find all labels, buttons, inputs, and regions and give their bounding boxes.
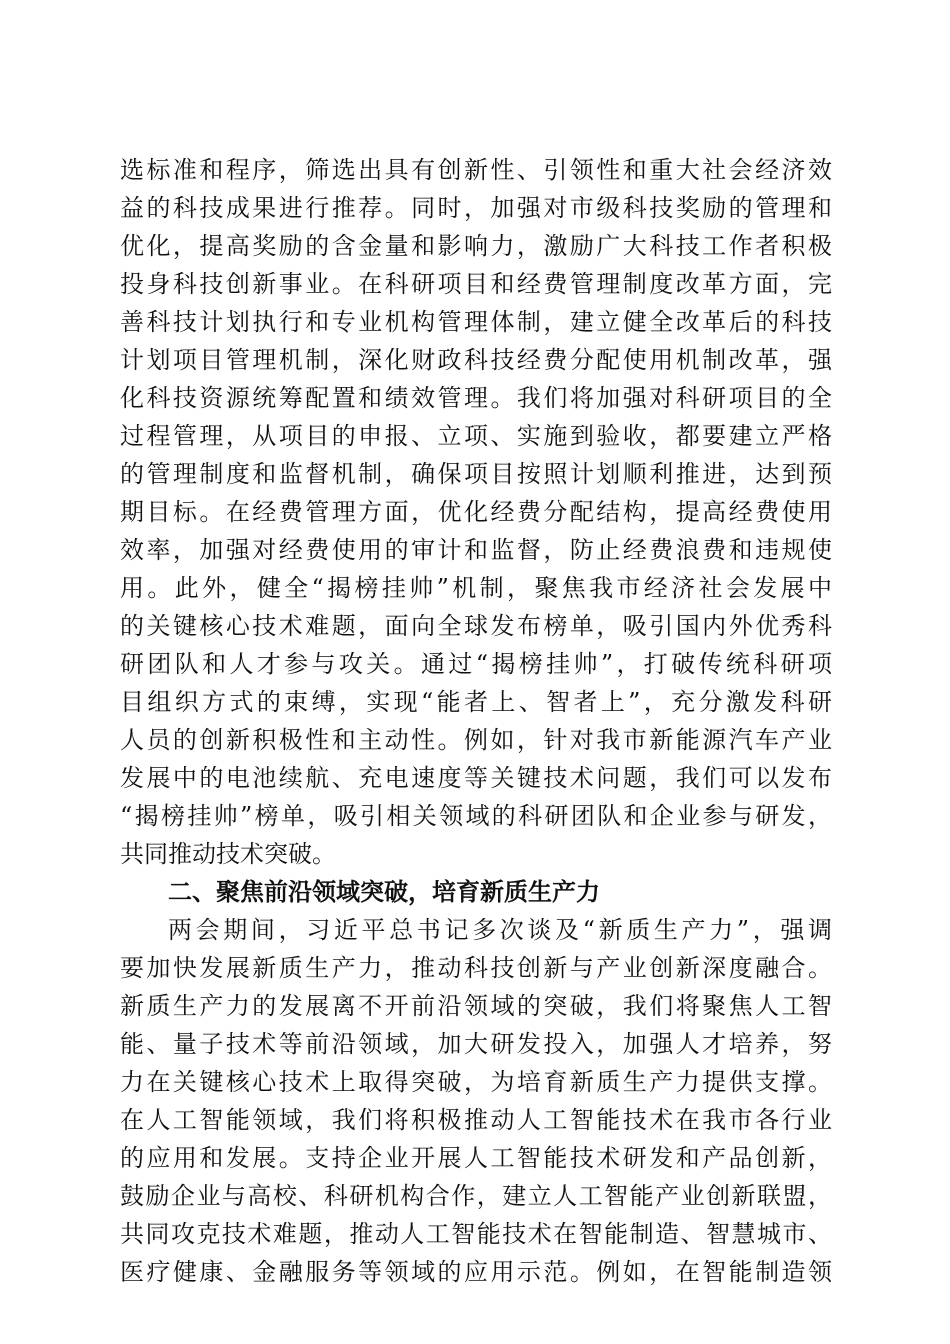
paragraph-line: 医疗健康、金融服务等领域的应用示范。例如，在智能制造领: [120, 1258, 832, 1286]
paragraph-line: 发展中的电池续航、充电速度等关键技术问题，我们可以发布: [120, 764, 832, 792]
paragraph-line: 化科技资源统筹配置和绩效管理。我们将加强对科研项目的全: [120, 384, 832, 412]
paragraph-line: 善科技计划执行和专业机构管理体制，建立健全改革后的科技: [120, 308, 832, 336]
paragraph-line: 两会期间，习近平总书记多次谈及“新质生产力”，强调: [168, 916, 832, 944]
paragraph-line: 选标准和程序，筛选出具有创新性、引领性和重大社会经济效: [120, 156, 832, 184]
paragraph-line: 人员的创新积极性和主动性。例如，针对我市新能源汽车产业: [120, 726, 832, 754]
paragraph-line: 计划项目管理机制，深化财政科技经费分配使用机制改革，强: [120, 346, 832, 374]
paragraph-line: 鼓励企业与高校、科研机构合作，建立人工智能产业创新联盟，: [120, 1182, 832, 1210]
paragraph-line: 在人工智能领域，我们将积极推动人工智能技术在我市各行业: [120, 1106, 832, 1134]
paragraph-line: 共同攻克技术难题，推动人工智能技术在智能制造、智慧城市、: [120, 1220, 832, 1248]
paragraph-line: 要加快发展新质生产力，推动科技创新与产业创新深度融合。: [120, 954, 832, 982]
paragraph-line: 的应用和发展。支持企业开展人工智能技术研发和产品创新，: [120, 1144, 832, 1172]
paragraph-line: 研团队和人才参与攻关。通过“揭榜挂帅”，打破传统科研项: [120, 650, 832, 678]
paragraph-line: 效率，加强对经费使用的审计和监督，防止经费浪费和违规使: [120, 536, 832, 564]
section-heading: 二、聚焦前沿领域突破，培育新质生产力: [168, 878, 600, 906]
paragraph-line: 目组织方式的束缚，实现“能者上、智者上”，充分激发科研: [120, 688, 832, 716]
paragraph-line: 的管理制度和监督机制，确保项目按照计划顺利推进，达到预: [120, 460, 832, 488]
paragraph-line: 优化，提高奖励的含金量和影响力，激励广大科技工作者积极: [120, 232, 832, 260]
paragraph-line: 期目标。在经费管理方面，优化经费分配结构，提高经费使用: [120, 498, 832, 526]
paragraph-line: 过程管理，从项目的申报、立项、实施到验收，都要建立严格: [120, 422, 832, 450]
paragraph-line: 能、量子技术等前沿领域，加大研发投入，加强人才培养，努: [120, 1030, 832, 1058]
paragraph-line: 用。此外，健全“揭榜挂帅”机制，聚焦我市经济社会发展中: [120, 574, 832, 602]
paragraph-line: “揭榜挂帅”榜单，吸引相关领域的科研团队和企业参与研发，: [120, 802, 832, 830]
paragraph-line: 共同推动技术突破。: [120, 840, 336, 868]
paragraph-line: 新质生产力的发展离不开前沿领域的突破，我们将聚焦人工智: [120, 992, 832, 1020]
paragraph-line: 投身科技创新事业。在科研项目和经费管理制度改革方面，完: [120, 270, 832, 298]
paragraph-line: 益的科技成果进行推荐。同时，加强对市级科技奖励的管理和: [120, 194, 832, 222]
paragraph-line: 力在关键核心技术上取得突破，为培育新质生产力提供支撑。: [120, 1068, 832, 1096]
paragraph-line: 的关键核心技术难题，面向全球发布榜单，吸引国内外优秀科: [120, 612, 832, 640]
